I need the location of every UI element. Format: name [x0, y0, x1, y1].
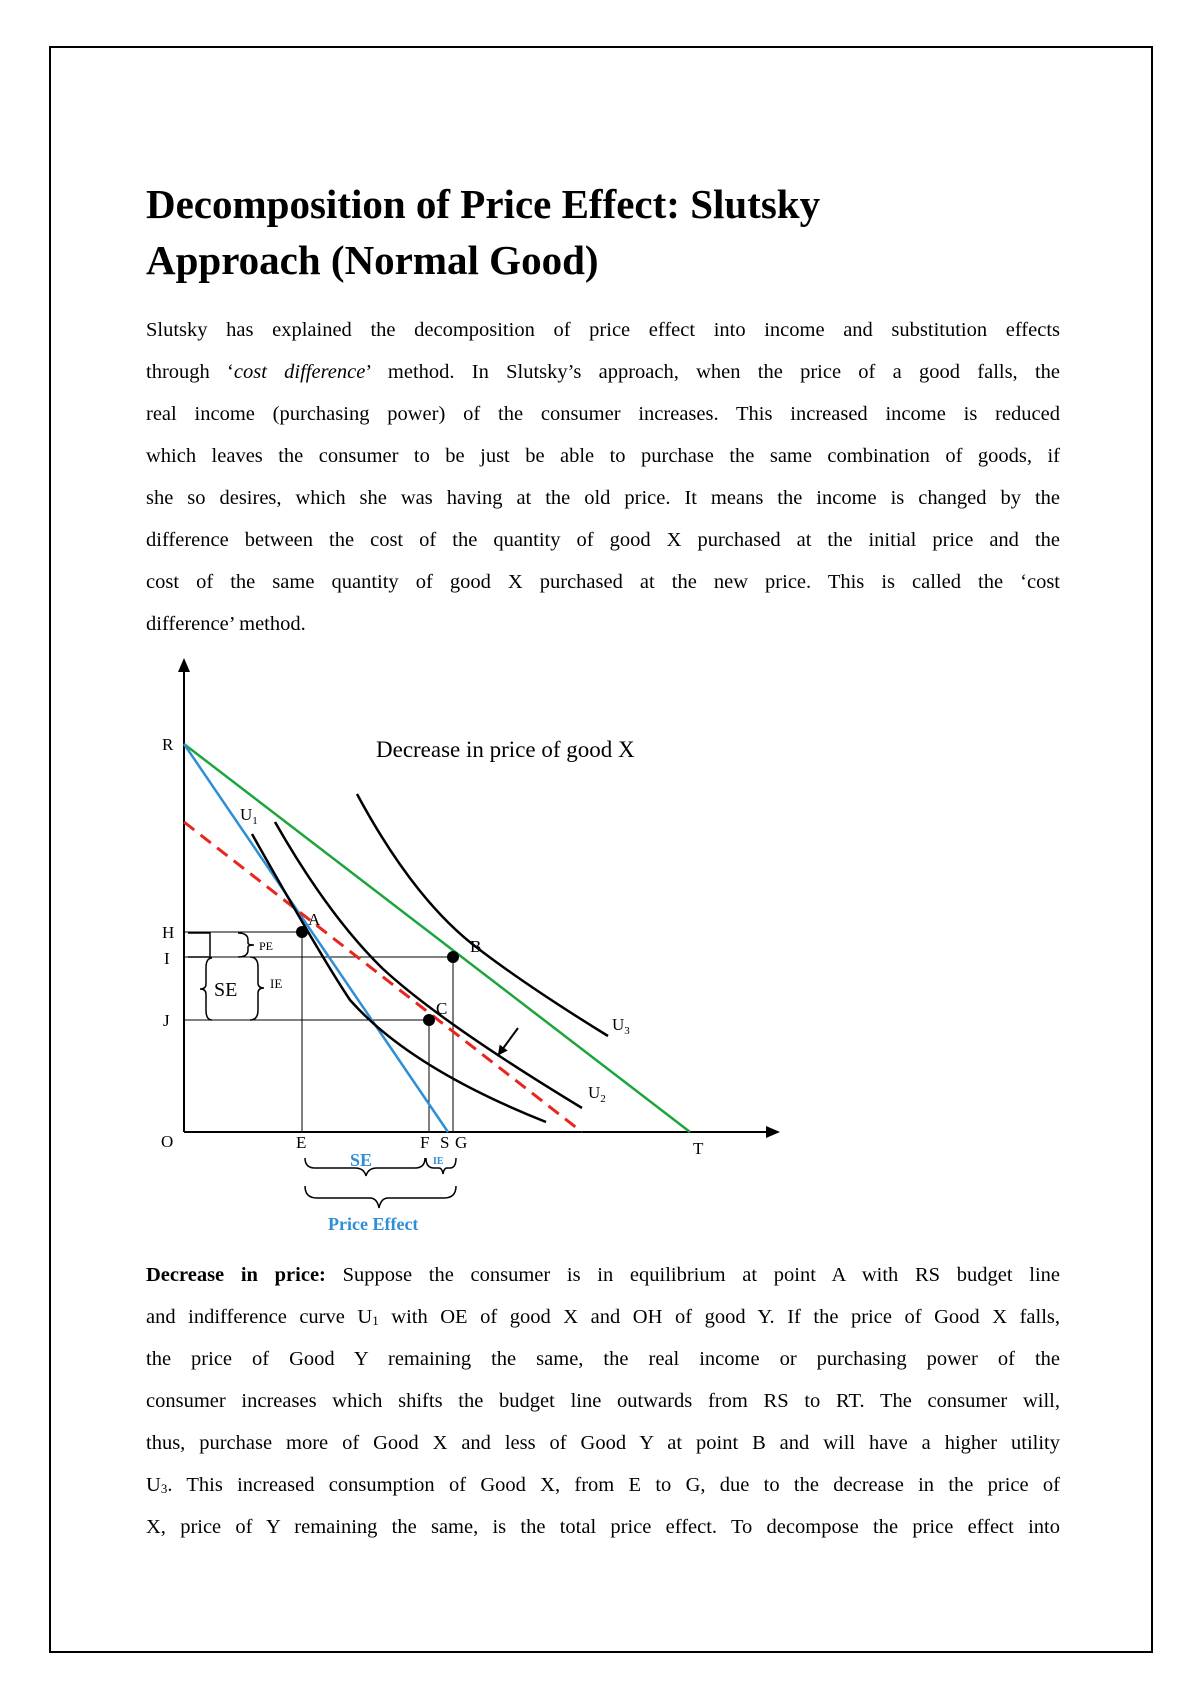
intro-line-4: which leaves the consumer to be just be able to purchase the same combination of goods, if: [146, 445, 1060, 467]
intro-line-8: difference’ method.: [146, 613, 306, 635]
price-effect-brace: [305, 1186, 456, 1208]
decrease-line-6: [146, 1464, 1060, 1506]
intro-line-5: she so desires, which she was having at the old price. It means the income is changed by the: [146, 487, 1060, 509]
intro-line-2-post: ’ method. In Slutsky’s approach, when the price of a good falls, the: [365, 361, 1060, 383]
slutsky-diagram: [150, 650, 790, 1250]
ie-bracket-y: [250, 957, 264, 1020]
label-ie-y: IE: [270, 976, 283, 991]
decrease-in-price-paragraph: [146, 1254, 1060, 1548]
decrease-line-6-pre: U: [146, 1474, 161, 1496]
intro-line-6: difference between the cost of the quantity of good X purchased at the initial price and the: [146, 529, 1060, 551]
label-u3: $U_3$: [612, 1015, 630, 1037]
decrease-line-1-rest: Suppose the consumer is in equilibrium at point A with RS budget line: [325, 1264, 1060, 1286]
label-g: G: [455, 1133, 468, 1152]
label-s: S: [440, 1133, 450, 1152]
budget-line-rt: [184, 744, 690, 1132]
decrease-heading: Decrease in price:: [146, 1264, 326, 1286]
se-bracket-y: [200, 958, 212, 1020]
slutsky-diagram-svg: [150, 650, 790, 1250]
compensated-budget-line: [184, 822, 582, 1132]
pe-brace: [238, 933, 254, 957]
label-u2: $U_2$: [588, 1083, 606, 1105]
title-line-2: Approach (Normal Good): [146, 237, 599, 283]
point-c-dot: [423, 1014, 435, 1026]
label-u1: $U_1$: [240, 805, 258, 827]
decrease-line-1: [146, 1254, 1060, 1296]
page-title: [146, 176, 1066, 288]
intro-line-3: real income (purchasing power) of the consumer increases. This increased income is reduced: [146, 403, 1060, 425]
x-axis-arrow-icon: [766, 1126, 780, 1138]
decrease-line-5: thus, purchase more of Good X and less of Good Y at point B and will have a higher utility: [146, 1432, 1060, 1454]
decrease-line-3: the price of Good Y remaining the same, the real income or purchasing power of the: [146, 1348, 1060, 1370]
budget-line-rs: [184, 744, 448, 1132]
decrease-line-2-pre: and indifference curve U: [146, 1306, 373, 1328]
label-ie-x: IE: [433, 1156, 444, 1167]
label-h: H: [162, 923, 175, 942]
label-point-b: B: [470, 937, 482, 956]
u1-subscript: 1: [372, 1313, 379, 1328]
label-i: I: [164, 949, 170, 968]
u3-subscript: 3: [160, 1481, 168, 1496]
decrease-line-2: [146, 1296, 1060, 1338]
intro-line-2: [146, 351, 1060, 393]
decrease-line-2-post: with OE of good X and OH of good Y. If the price of Good X falls,: [378, 1306, 1060, 1328]
label-point-c: C: [436, 999, 448, 1018]
label-e: E: [296, 1133, 307, 1152]
indifference-curve-u3: [357, 794, 608, 1036]
intro-line-7: cost of the same quantity of good X purchased at the new price. This is called the ‘cost: [146, 571, 1060, 593]
label-j: J: [163, 1011, 170, 1030]
label-o: O: [161, 1132, 174, 1151]
y-axis-arrow-icon: [178, 658, 190, 672]
shift-arrow-icon: [499, 1028, 518, 1054]
label-point-a: A: [308, 910, 321, 929]
figure-title: Decrease in price of good X: [376, 737, 635, 762]
intro-line-1: Slutsky has explained the decomposition of price effect into income and substitution effects: [146, 319, 1060, 341]
point-a-dot: [296, 926, 308, 938]
label-pe: PE: [259, 939, 274, 953]
label-r: R: [162, 735, 174, 754]
decrease-line-4: consumer increases which shifts the budget line outwards from RS to RT. The consumer will,: [146, 1390, 1060, 1412]
indifference-curve-u1: [252, 834, 546, 1122]
point-b-dot: [447, 951, 459, 963]
title-line-1: Decomposition of Price Effect: Slutsky: [146, 181, 821, 227]
decrease-line-7: X, price of Y remaining the same, is the total price effect. To decompose the price effect into: [146, 1516, 1060, 1538]
intro-paragraph: [146, 309, 1060, 645]
cost-difference-emphasis: cost difference: [233, 361, 366, 383]
label-price-effect: Price Effect: [328, 1214, 419, 1234]
decrease-line-6-post: . This increased consumption of Good X, from E to G, due to the decrease in the price of: [167, 1474, 1060, 1496]
intro-line-2-pre: through ‘: [146, 361, 234, 383]
label-se-y: SE: [214, 979, 238, 1001]
label-t: T: [693, 1139, 704, 1158]
pe-bracket: [188, 933, 210, 957]
label-f: F: [420, 1133, 430, 1152]
label-se-x: SE: [350, 1150, 373, 1170]
